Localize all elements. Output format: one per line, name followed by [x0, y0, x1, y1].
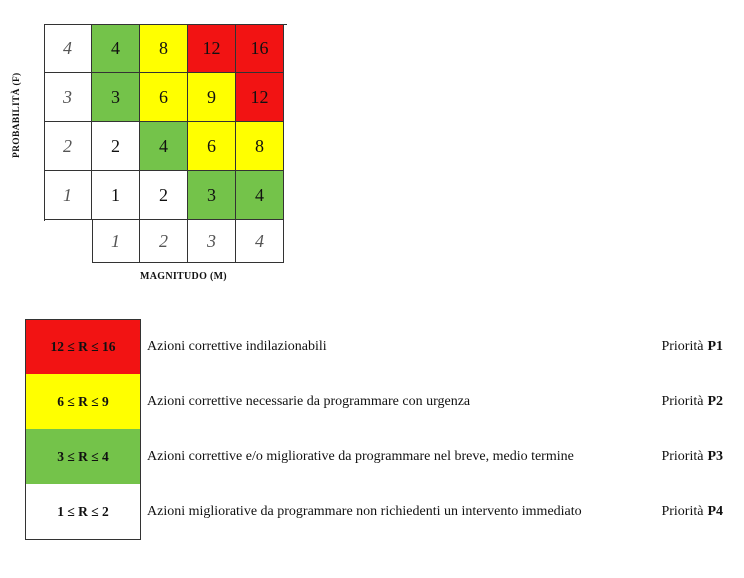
- x-axis-label: MAGNITUDO (M): [140, 271, 227, 282]
- risk-cell: 12: [188, 24, 236, 73]
- matrix-border-left: [44, 24, 45, 221]
- risk-cell: 6: [188, 122, 236, 171]
- magnitude-label: 4: [236, 220, 284, 263]
- legend-description: Azioni correttive indilazionabili: [147, 339, 327, 354]
- probability-label: 2: [44, 122, 92, 171]
- legend-range: 3 ≤ R ≤ 4: [25, 429, 141, 485]
- risk-cell: 2: [140, 171, 188, 220]
- legend-priority: [661, 319, 723, 375]
- priority-word: Priorità: [661, 339, 704, 354]
- probability-label: 3: [44, 73, 92, 122]
- risk-cell: 1: [92, 171, 140, 220]
- legend-range: 6 ≤ R ≤ 9: [25, 374, 141, 430]
- legend-description: Azioni correttive e/o migliorative da programmare nel breve, medio termine: [147, 449, 574, 464]
- risk-cell: 4: [140, 122, 188, 171]
- legend-priority: [661, 374, 723, 430]
- risk-cell: 4: [92, 24, 140, 73]
- magnitude-label: 3: [188, 220, 236, 263]
- magnitude-label: 1: [92, 220, 140, 263]
- risk-cell: 12: [236, 73, 284, 122]
- probability-label: 1: [44, 171, 92, 220]
- priority-word: Priorità: [661, 394, 704, 409]
- legend-priority: [661, 484, 723, 540]
- risk-cell: 9: [188, 73, 236, 122]
- priority-code: P4: [707, 504, 723, 519]
- priority-code: P1: [707, 339, 723, 354]
- risk-cell: 3: [188, 171, 236, 220]
- risk-cell: 8: [140, 24, 188, 73]
- probability-label: 4: [44, 24, 92, 73]
- priority-code: P3: [707, 449, 723, 464]
- priority-word: Priorità: [661, 449, 704, 464]
- matrix-border-left-axis: [92, 220, 93, 263]
- matrix-border-top: [44, 24, 287, 25]
- legend-row: [25, 319, 725, 375]
- legend-description: Azioni correttive necessarie da programmare con urgenza: [147, 394, 471, 409]
- risk-cell: 6: [140, 73, 188, 122]
- legend-row: [25, 374, 725, 430]
- legend-row: [25, 429, 725, 485]
- legend-range: 1 ≤ R ≤ 2: [25, 484, 141, 540]
- legend-description: Azioni migliorative da programmare non richiedenti un intervento immediato: [147, 504, 582, 519]
- risk-cell: 3: [92, 73, 140, 122]
- risk-cell: 2: [92, 122, 140, 171]
- legend-range: 12 ≤ R ≤ 16: [25, 319, 141, 375]
- legend-row: [25, 484, 725, 540]
- priority-code: P2: [707, 394, 723, 409]
- risk-cell: 4: [236, 171, 284, 220]
- risk-cell: 16: [236, 24, 284, 73]
- priority-word: Priorità: [661, 504, 704, 519]
- legend-priority: [661, 429, 723, 485]
- risk-cell: 8: [236, 122, 284, 171]
- y-axis-label: PROBABILITÀ (F): [12, 72, 22, 158]
- magnitude-label: 2: [140, 220, 188, 263]
